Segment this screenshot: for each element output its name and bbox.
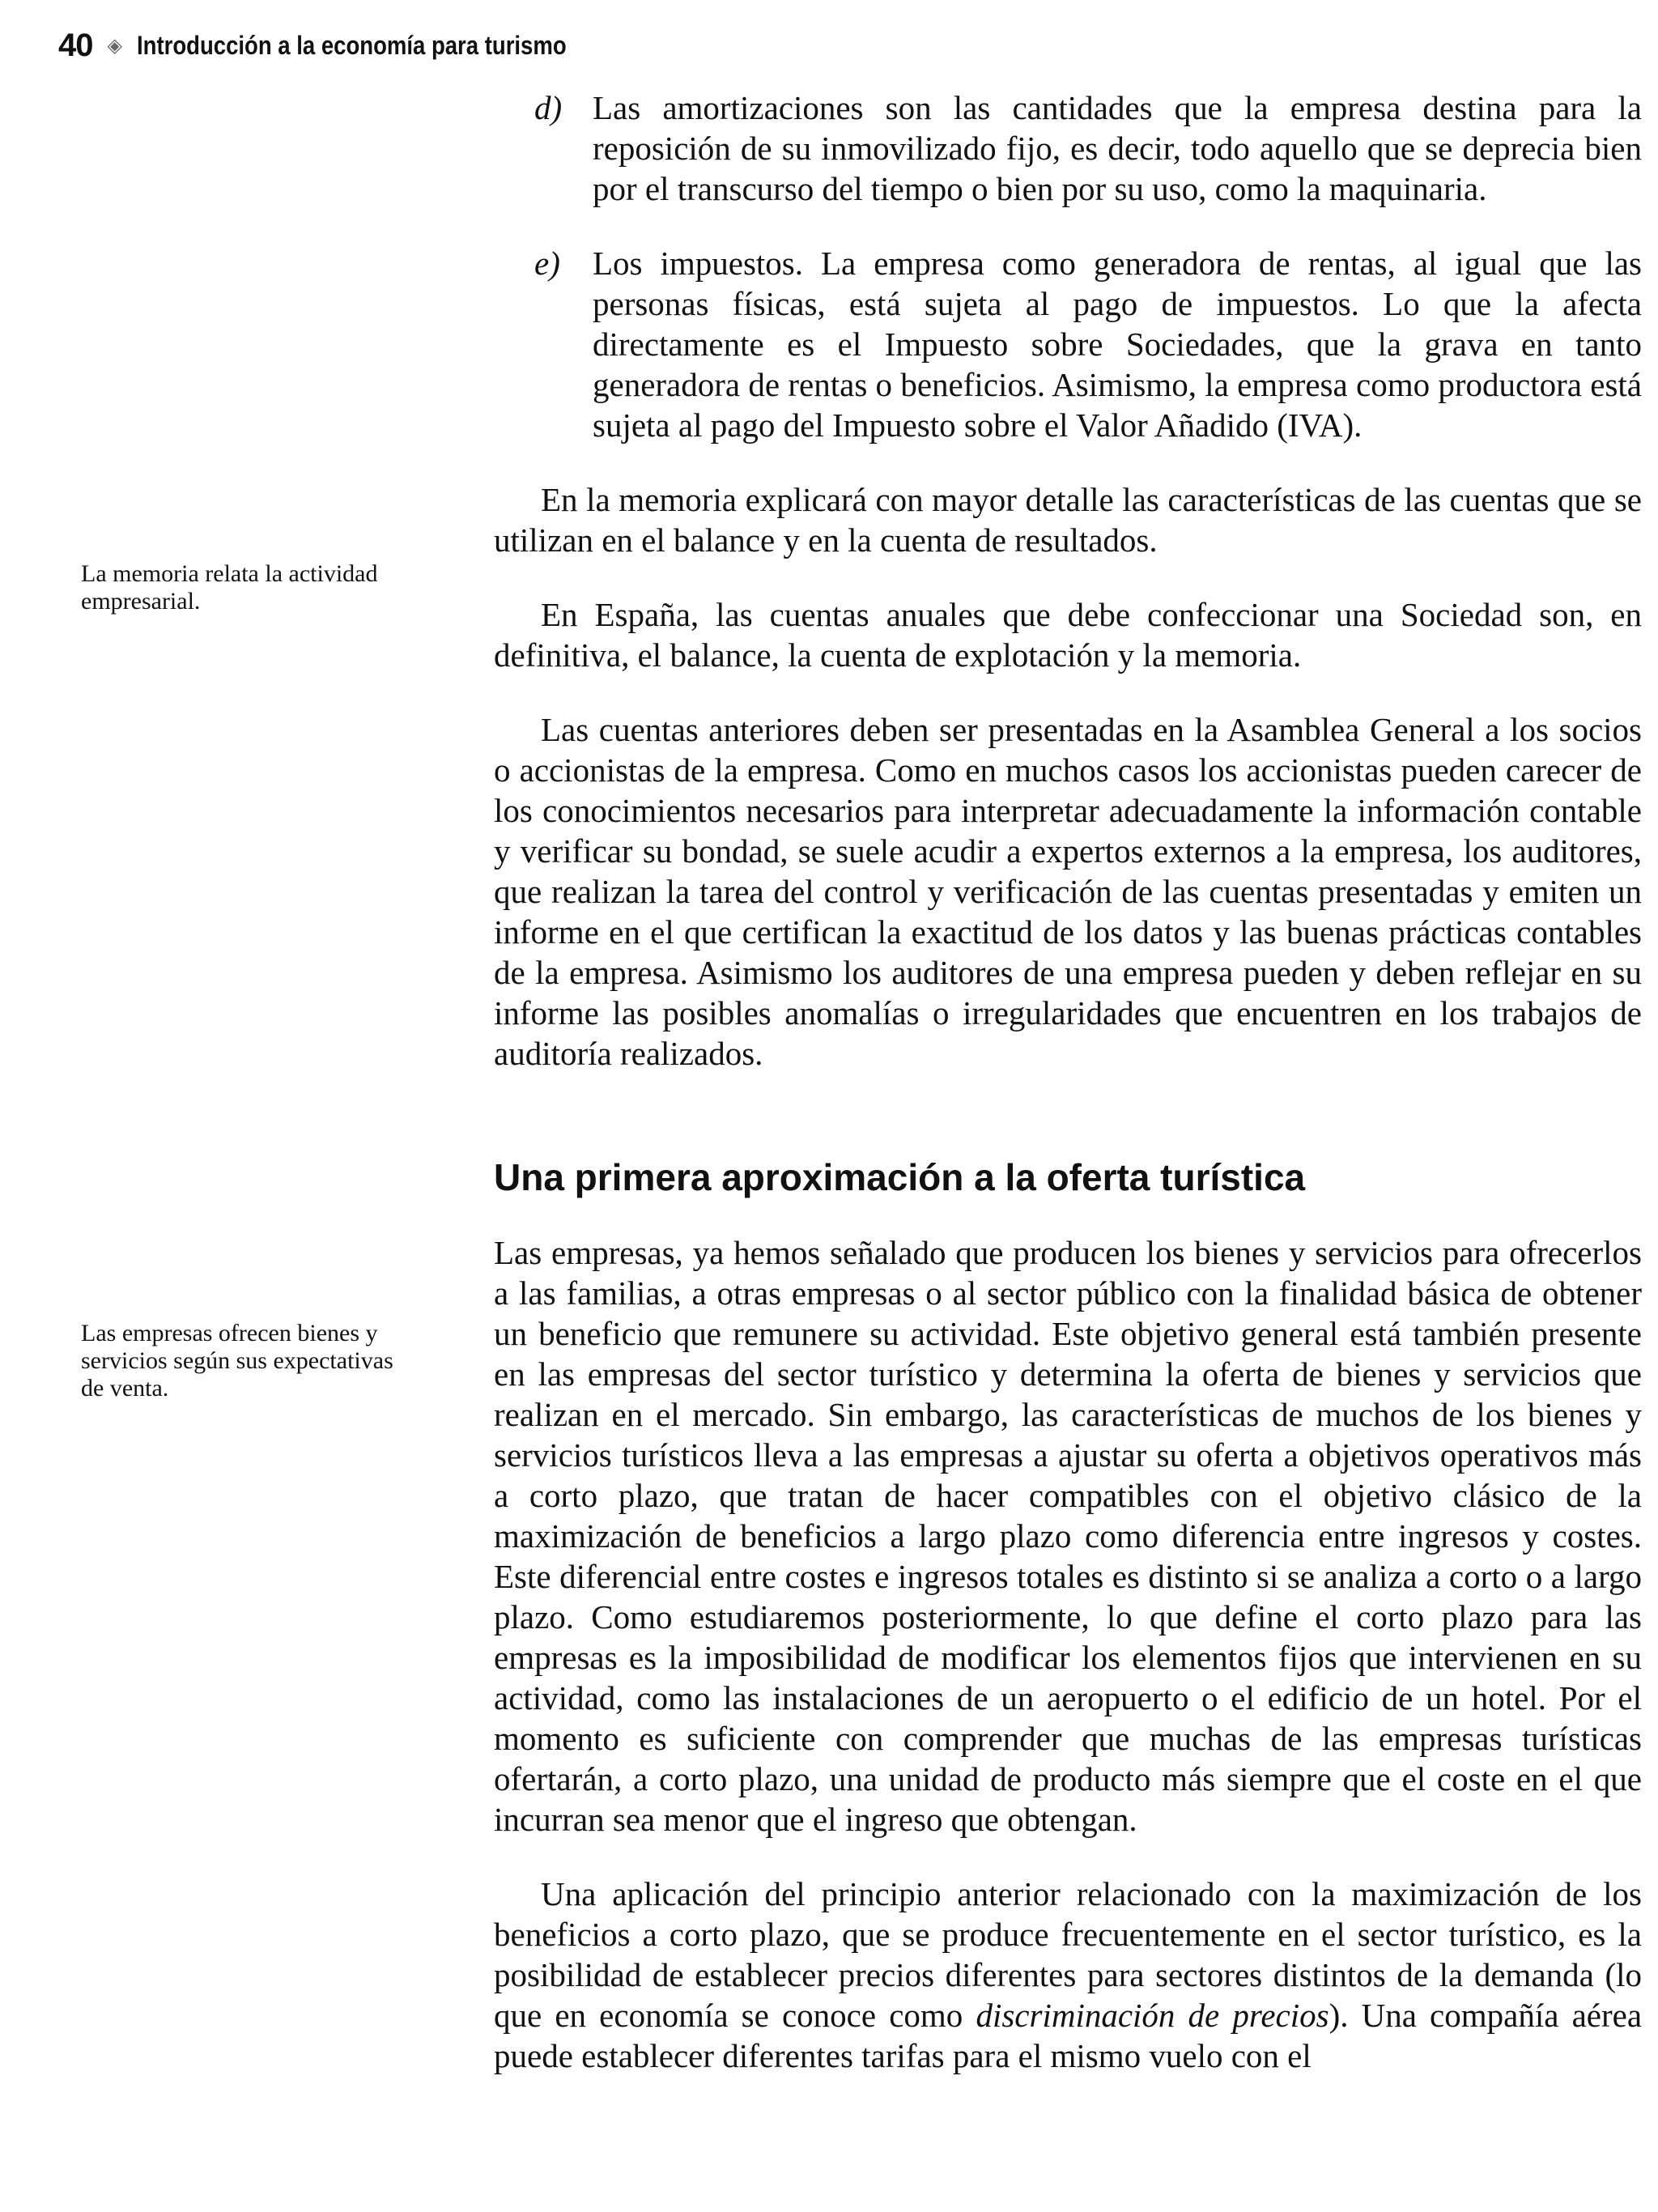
running-title: Introducción a la economía para turismo [136, 30, 567, 60]
sidenote-empresas: Las empresas ofrecen bienes y servicios según sus expectativas de venta. [81, 1320, 393, 1402]
term-discriminacion-precios: discriminación de precios [976, 1997, 1329, 2034]
list-item-text: Las amortizaciones son las cantidades que la empresa destina para la reposición de su inmovilizado fijo, es decir, todo aquello que se deprecia bien por el transcurso del tiempo o bien por su uso, como la maquinaria. [593, 89, 1642, 207]
list-item-impuestos [534, 243, 1642, 445]
paragraph-text-after: ). Una compañía aérea puede establecer diferentes tarifas para el mismo vuelo con el [494, 1997, 1643, 2074]
list-item-amortizaciones [534, 87, 1642, 209]
running-head [58, 24, 636, 66]
list-item-text: Los impuestos. La empresa como generadora de rentas, al igual que las personas físicas, está sujeta al pago de impuestos. Lo que la afecta directamente es el Impuesto sobre Sociedades, que la grava en tanto generadora de rentas o beneficios. Asimismo, la empresa como productora está sujeta al pago del Impuesto sobre el Valor Añadido (IVA). [593, 245, 1642, 444]
list-letter: e) [534, 245, 560, 282]
section-heading: Una primera aproximación a la oferta turística [494, 1156, 1306, 1198]
paragraph-text-before: Una aplicación del principio anterior relacionado con la maximización de los beneficios a corto plazo, que se produce frecuentemente en el sector turístico, es la posibilidad de establecer precios diferentes para sectores distintos de la demanda (lo que en economía se conoce como [494, 1875, 1642, 2034]
paragraph-auditores: Las cuentas anteriores deben ser presentadas en la Asamblea General a los socios o accionistas de la empresa. Como en muchos casos los accionistas pueden carecer de los conocimientos necesarios para interpretar adecuadamente la información contable y verificar su bondad, se suele acudir a expertos externos a la empresa, los auditores, que realizan la tarea del control y verificación de las cuentas presentadas y emiten un informe en el que certifican la exactitud de los datos y las buenas prácticas contables de la empresa. Asimismo los auditores de una empresa pueden y deben reflejar en su informe las posibles anomalías o irregularidades que encuentren en los trabajos de auditoría realizados. [494, 711, 1642, 1072]
main-text-column [494, 87, 1642, 2076]
ornament-icon: ◈ [107, 34, 122, 57]
list-letter: d) [534, 89, 563, 126]
paragraph-discriminacion [494, 1874, 1642, 2076]
paragraph-espana: En España, las cuentas anuales que debe confeccionar una Sociedad son, en definitiva, el balance, la cuenta de explotación y la memoria. [494, 596, 1642, 674]
sidenote-memoria: La memoria relata la actividad empresarial. [81, 560, 378, 615]
paragraph-oferta: Las empresas, ya hemos señalado que producen los bienes y servicios para ofrecerlos a las familias, a otras empresas o al sector público con la finalidad básica de obtener un beneficio que remunere su actividad. Este objetivo general está también presente en las empresas del sector turístico y determina la oferta de bienes y servicios que realizan en el mercado. Sin embargo, las características de muchos de los bienes y servicios turísticos lleva a las empresas a ajustar su oferta a objetivos operativos más a corto plazo, que tratan de hacer compatibles con el objetivo clásico de la maximización de beneficios a largo plazo como diferencia entre ingresos y costes. Este diferencial entre costes e ingresos totales es distinto si se analiza a corto o a largo plazo. Como estudiaremos posteriormente, lo que define el corto plazo para las empresas es la imposibilidad de modificar los elementos fijos que intervienen en su actividad, como las instalaciones de un aeropuerto o el edificio de un hotel. Por el momento es suficiente con comprender que muchas de las empresas turísticas ofertarán, a corto plazo, una unidad de producto más siempre que el coste en el que incurran sea menor que el ingreso que obtengan. [494, 1234, 1642, 1838]
paragraph-memoria: En la memoria explicará con mayor detalle las características de las cuentas que se utilizan en el balance y en la cuenta de resultados. [494, 481, 1642, 559]
page-number: 40 [58, 27, 93, 63]
